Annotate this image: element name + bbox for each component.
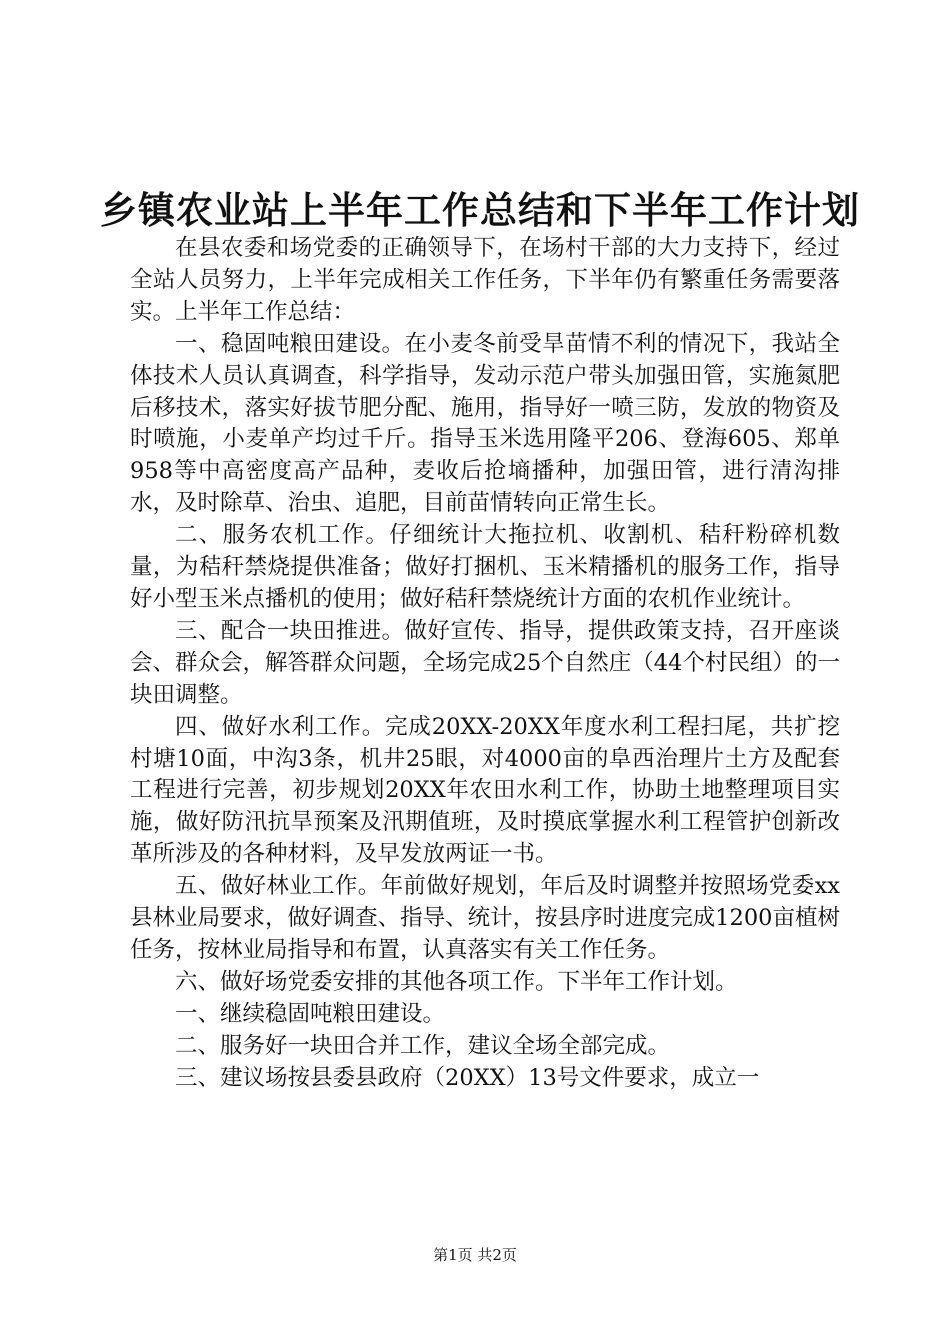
paragraph-section-5: 五、做好林业工作。年前做好规划，年后及时调整并按照场党委xx县林业局要求，做好调查、指导、统计，按县序时进度完成1200亩植树任务，按林业局指导和布置，认真落实有关工作任务。	[130, 873, 840, 963]
paragraph-section-3: 三、配合一块田推进。做好宣传、指导，提供政策支持，召开座谈会、群众会，解答群众问题，全场完成25个自然庄（44个村民组）的一块田调整。	[130, 617, 840, 708]
paragraph-section-1: 一、稳固吨粮田建设。在小麦冬前受旱苗情不利的情况下，我站全体技术人员认真调查，科学指导，发动示范户带头加强田管，实施氮肥后移技术，落实好拔节肥分配、施用，指导好一喷三防，发放的物资及时喷施，小麦单产均过千斤。指导玉米选用隆平206、登海605、郑单958等中高密度高产品种，麦收后抢墒播种，加强田管，进行清沟排水，及时除草、治虫、追肥，目前苗情转向正常生长。	[130, 330, 840, 517]
paragraph-plan-3: 三、建议场按县委县政府（20XX）13号文件要求，成立一	[175, 1064, 760, 1091]
paragraph-plan-1: 一、继续稳固吨粮田建设。	[175, 1000, 446, 1027]
paragraph-section-6: 六、做好场党委安排的其他各项工作。下半年工作计划。	[175, 968, 738, 995]
document-title: 乡镇农业站上半年工作总结和下半年工作计划	[100, 189, 860, 232]
paragraph-section-2: 二、服务农机工作。仔细统计大拖拉机、收割机、秸秆粉碎机数量，为秸秆禁烧提供准备；做好打捆机、玉米精播机的服务工作，指导好小型玉米点播机的使用；做好秸秆禁烧统计方面的农机作业统计。	[130, 522, 840, 612]
document-body	[130, 233, 840, 1094]
paragraph-section-4: 四、做好水利工作。完成20XX-20XX年度水利工程扫尾，共扩挖村塘10面，中沟3条，机井25眼，对4000亩的阜西治理片土方及配套工程进行完善，初步规划20XX年农田水利工作，协助土地整理项目实施，做好防汛抗旱预案及汛期值班，及时摸底掌握水利工程管护创新改革所涉及的各种材料，及早发放两证一书。	[130, 713, 840, 868]
page-number-footer: 第1页 共2页	[433, 1246, 517, 1264]
paragraph-intro: 在县农委和场党委的正确领导下，在场村干部的大力支持下，经过全站人员努力，上半年完成相关工作任务，下半年仍有繁重任务需要落实。上半年工作总结：	[130, 235, 840, 325]
paragraph-plan-2: 二、服务好一块田合并工作，建议全场全部完成。	[175, 1032, 671, 1059]
